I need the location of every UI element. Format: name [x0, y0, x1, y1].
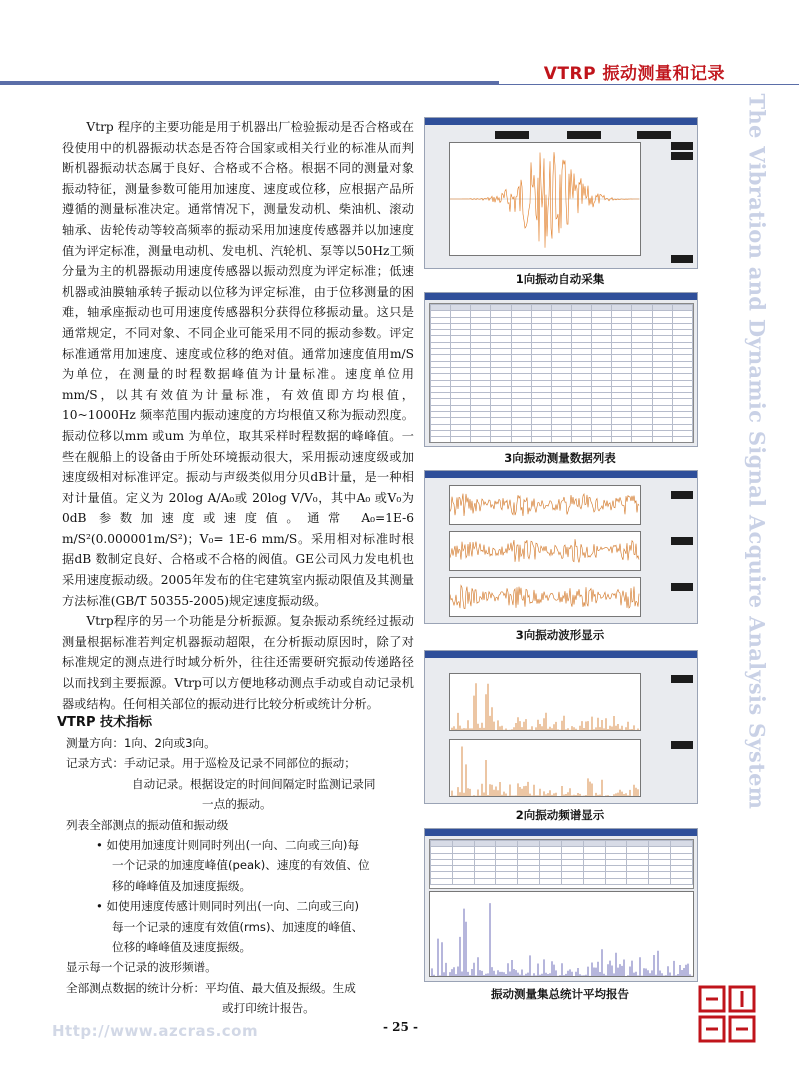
- window-titlebar: [425, 471, 697, 478]
- spec-line: 位移的峰峰值及速度振级。: [112, 940, 252, 955]
- intro-text: [62, 117, 414, 714]
- figure-2-caption: 3向振动测量数据列表: [504, 451, 616, 465]
- statistics-table-panel: [429, 839, 694, 889]
- spec-line: 全部测点数据的统计分析：平均值、最大值及振级。生成: [66, 980, 356, 995]
- waveform-trace: [450, 152, 639, 248]
- table-row: [431, 878, 693, 884]
- spec-list: [66, 733, 416, 1019]
- spec-line: 记录方式：手动记录。用于巡检及记录不同部位的振动；: [66, 756, 356, 771]
- spectrum-plot-2: [449, 739, 641, 797]
- figure-3-caption: 3向振动波形显示: [515, 628, 605, 642]
- waveform-plot-y: [449, 531, 641, 571]
- window-titlebar: [425, 651, 697, 658]
- figure-2-screenshot: [424, 292, 698, 447]
- figure-4-screenshot: [424, 650, 698, 804]
- spec-line: 自动记录。根据设定的时间间隔定时监测记录同: [132, 776, 376, 791]
- spectrum-plot-1: [449, 673, 641, 731]
- intro-paragraph-2: Vtrp程序的另一个功能是分析振源。复杂振动系统经过振动测量根据标准若判定机器振动超限，在分析振动原因时，除了对标准规定的测点进行时域分析外，往往还需要研究振动传递路径以而找到主要振源。Vtrp可以方便地移动测点手动或自动记录机器或结构。任何相关部位的振动进行比较分析或统计分析。: [62, 614, 414, 711]
- spec-line: 列表全部测点的振动值和振动级: [66, 817, 229, 832]
- spec-line: • 如使用速度传感计则同时列出(一向、二向或三向): [96, 899, 360, 914]
- company-logo-icon: [698, 985, 756, 1043]
- average-spectrum-plot: [429, 891, 694, 977]
- spec-line: 移的峰峰值及加速度振级。: [112, 878, 252, 893]
- figure-5-caption: 振动测量集总统计平均报告: [491, 987, 629, 1001]
- spec-title: VTRP 技术指标: [57, 715, 152, 730]
- spec-line: 测量方向：1向、2向或3向。: [66, 736, 216, 750]
- spec-line: 或打印统计报告。: [222, 1001, 315, 1016]
- statistics-table: [430, 840, 693, 885]
- window-titlebar: [425, 829, 697, 836]
- page-number: - 25 -: [383, 1020, 419, 1034]
- figure-4-caption: 2向振动频谱显示: [515, 808, 605, 822]
- window-titlebar: [425, 293, 697, 300]
- spec-line: • 如使用加速度计则同时列出(一向、二向或三向)每: [96, 838, 360, 853]
- spec-line: 每一个记录的速度有效值(rms)、加速度的峰值、: [112, 919, 364, 934]
- side-title-text: The Vibration and Dynamic Signal Acquire Analysis System: [744, 93, 770, 810]
- waveform-plot: [449, 142, 641, 256]
- spec-line: 显示每一个记录的波形频谱。: [66, 960, 217, 975]
- spec-line: 一个记录的加速度峰值(peak)、速度的有效值、位: [112, 858, 370, 873]
- figure-3-screenshot: [424, 470, 698, 624]
- figure-1-screenshot: [424, 117, 698, 269]
- waveform-plot-z: [449, 577, 641, 617]
- spec-line: 一点的振动。: [202, 797, 272, 812]
- header-title: VTRP 振动测量和记录: [543, 64, 725, 84]
- data-table: [430, 304, 693, 443]
- footer-url: Http://www.azcras.com: [52, 1022, 259, 1040]
- page-header: [0, 56, 799, 88]
- waveform-plot-x: [449, 485, 641, 525]
- side-title: [732, 93, 770, 810]
- waveform-svg: [450, 143, 640, 255]
- figure-1-caption: 1向振动自动采集: [515, 272, 605, 286]
- figure-5-screenshot: [424, 828, 698, 982]
- intro-paragraph-1: Vtrp 程序的主要功能是用于机器出厂检验振动是否合格或在役使用中的机器振动状态是否符合国家或相关行业的标准从而判断机器振动状态属于良好、合格或不合格。根据不同的测量对象振动特征，测量参数可能用加速度、速度或位移，应根据产品所遵循的测量标准决定。通常情况下，测量发动机、柴油机、滚动轴承、齿轮传动等较高频率的振动采用加速度传感器并以加速度值为评定标准，测量电动机、发电机、汽轮机、泵等以50Hz工频分量为主的机器振动用速度传感器以振动烈度为评定标准；低速机器或油膜轴承转子振动以位移为评定标准，由于位移测量的困难，轴承座振动也可用速度传感器积分获得位移振动量。这只是通常规定，不同对象、不同企业可能采用不同的振动参数。评定标准通常用加速度、速度或位移的绝对值。通常加速度值用m/S 为单位，在测量的时程数据峰值为计量标准。速度单位用mm/S，以其有效值为计量标准，有效值即方均根值，10~1000Hz 频率范围内振动速度的方均根值又称为振动烈度。振动位移以mm 或um 为单位，取其采样时程数据的峰峰值。一些在舰船上的设备由于所处环境振动很大，采用振动速度级或加速度级相对标准评定。振动与声级类似用分贝dB计量，是一种相对计量值。定义为 20log A/A₀或 20log V/V₀，其中A₀ 或V₀为0dB 参数加速度或速度值。通常 A₀=1E-6 m/S²(0.000001m/S²)；V₀= 1E-6 mm/S。采用相对标准时根据dB 数制定良好、合格或不合格的阀值。GE公司风力发电机也采用速度振动级。2005年发布的住宅建筑室内振动限值及其测量方法标准(GB/T 50355-2005)规定速度振动级。: [62, 120, 414, 608]
- window-titlebar: [425, 118, 697, 125]
- data-table-panel: [429, 303, 694, 443]
